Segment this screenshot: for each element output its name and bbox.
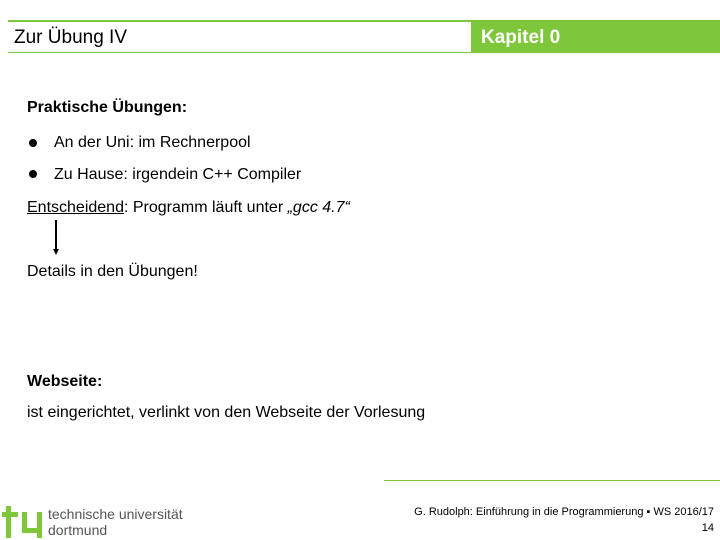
website-text: ist eingerichtet, verlinkt von den Webseite der Vorlesung: [27, 404, 426, 421]
slide-title: Zur Übung IV: [14, 27, 127, 48]
section-heading-exercises: Praktische Übungen:: [27, 99, 188, 116]
footer-citation: G. Rudolph: Einführung in die Programmierung ▪ WS 2016/17: [414, 506, 714, 518]
bullet-icon: [29, 139, 37, 147]
logo-line-2: dortmund: [48, 522, 108, 538]
chapter-label: Kapitel 0: [471, 20, 720, 53]
decisive-line: [27, 198, 350, 218]
decisive-text: : Programm läuft unter: [123, 199, 288, 216]
bullet-icon: [29, 170, 37, 178]
gcc-version: „gcc 4.7“: [287, 199, 350, 216]
decisive-label: Entscheidend: [27, 199, 124, 216]
section-heading-website: Webseite:: [27, 373, 103, 390]
down-arrow-icon: [53, 220, 59, 256]
tu-logo-icon: [2, 502, 50, 540]
logo-line-1: technische universität: [48, 506, 183, 522]
page-number: 14: [701, 522, 714, 534]
university-logo: [0, 502, 200, 540]
footer-divider: [384, 480, 720, 481]
details-text: Details in den Übungen!: [27, 263, 198, 280]
bullet-item: An der Uni: im Rechnerpool: [54, 134, 251, 151]
bullet-item: Zu Hause: irgendein C++ Compiler: [54, 166, 302, 183]
